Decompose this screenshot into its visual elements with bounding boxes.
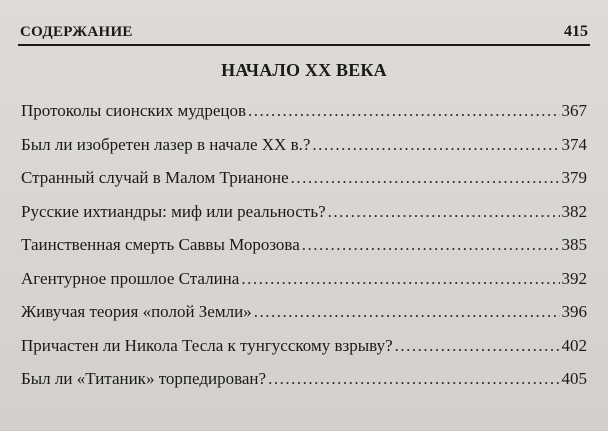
toc-entry-title: Был ли изобретен лазер в начале XX в.? <box>21 134 311 154</box>
toc-entry-page: 405 <box>561 369 587 388</box>
toc-entry-page: 396 <box>561 302 587 321</box>
dot-leader <box>254 295 560 329</box>
toc-entry-page: 392 <box>561 268 587 288</box>
toc-entry <box>21 262 587 296</box>
toc-entry-title: Таинственная смерть Саввы Морозова <box>21 235 300 254</box>
toc-entry-title: Протоколы сионских мудрецов <box>21 101 246 120</box>
toc-entry-page: 367 <box>561 101 587 120</box>
page-number: 415 <box>564 23 588 40</box>
toc-entry <box>21 195 587 229</box>
toc-entry <box>21 228 587 262</box>
toc-entry <box>21 329 587 363</box>
dot-leader <box>241 262 559 296</box>
dot-leader <box>312 128 559 162</box>
section-title: НАЧАЛО XX ВЕКА <box>221 60 387 80</box>
toc-entry-page: 402 <box>561 335 587 355</box>
dot-leader <box>328 195 560 229</box>
dot-leader <box>395 329 560 363</box>
running-head <box>18 20 590 46</box>
running-title: СОДЕРЖАНИЕ <box>20 24 133 40</box>
toc-entry-page: 374 <box>561 134 587 154</box>
toc-entry-page: 385 <box>561 235 587 254</box>
toc-entry-title: Был ли «Титаник» торпедирован? <box>21 369 267 388</box>
dot-leader <box>268 362 559 396</box>
dot-leader <box>248 94 560 128</box>
toc-entry <box>21 94 587 128</box>
dot-leader <box>302 228 560 262</box>
toc-entry-page: 382 <box>561 201 587 221</box>
toc-entry-title: Русские ихтиандры: миф или реальность? <box>21 201 326 221</box>
toc-entry-title: Живучая теория «полой Земли» <box>21 302 252 321</box>
dot-leader <box>291 161 560 195</box>
toc-entry-title: Агентурное прошлое Сталина <box>21 268 240 288</box>
toc-entry-page: 379 <box>561 168 587 187</box>
toc-entry-title: Причастен ли Никола Тесла к тунгусскому взрыву? <box>21 335 393 355</box>
table-of-contents <box>21 94 587 396</box>
toc-entry <box>21 128 587 162</box>
toc-entry <box>21 161 587 195</box>
toc-entry <box>21 295 587 329</box>
toc-entry <box>21 362 587 396</box>
toc-entry-title: Странный случай в Малом Трианоне <box>21 168 289 187</box>
